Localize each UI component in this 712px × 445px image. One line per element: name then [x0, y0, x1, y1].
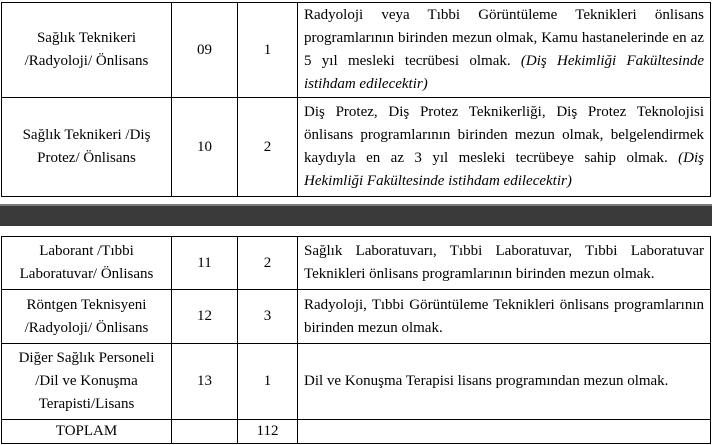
page-break-band: [0, 204, 712, 226]
table-row: [2, 344, 711, 420]
position-line: Diğer Sağlık Personeli: [18, 350, 155, 366]
requirement-note: (Diş Hekimliği Fakültesinde istihdam edilecektir): [304, 53, 704, 92]
code-cell: 11: [172, 237, 238, 290]
positions-table-top: [1, 2, 711, 197]
position-line: Terapisti/Lisans: [38, 396, 135, 412]
positions-table-bottom: [1, 236, 711, 444]
count-cell: 1: [238, 3, 298, 98]
requirement-cell: [298, 98, 711, 197]
code-cell: 13: [172, 344, 238, 420]
table-row: [2, 98, 711, 197]
position-line: /Radyoloji/ Önlisans: [24, 319, 149, 336]
count-cell: 1: [238, 344, 298, 420]
requirement-text: Radyoloji veya Tıbbi Görüntüleme Teknikleri önlisans programlarının birinden mezun olmak, Kamu hastanelerinde en az 5 yıl mesleki tecrübesi olmak.: [304, 7, 704, 69]
total-requirement-cell: [298, 420, 711, 444]
requirement-cell: Sağlık Laboratuvarı, Tıbbi Laboratuvar, Tıbbi Laboratuvar Teknikleri önlisans programlarının birinden mezun olmak.: [298, 237, 711, 290]
total-row: [2, 420, 711, 444]
total-count: 112: [238, 420, 298, 444]
code-cell: 10: [172, 98, 238, 197]
position-cell: [2, 344, 172, 420]
position-line: Protez/ Önlisans: [37, 150, 136, 166]
position-line: Laborant /Tıbbi: [39, 243, 134, 259]
count-cell: 3: [238, 290, 298, 344]
position-cell: [2, 98, 172, 197]
position-line: Sağlık Teknikeri /Diş: [22, 127, 151, 143]
position-cell: [2, 237, 172, 290]
code-cell: 12: [172, 290, 238, 344]
position-line: /Dil ve Konuşma: [35, 373, 138, 389]
requirement-cell: Radyoloji, Tıbbi Görüntüleme Teknikleri önlisans programlarının birinden mezun olmak.: [298, 290, 711, 344]
position-line: Laboratuvar/ Önlisans: [19, 266, 154, 282]
position-line: Sağlık Teknikeri: [36, 30, 137, 46]
position-line: /Radyoloji/ Önlisans: [24, 53, 149, 69]
count-cell: 2: [238, 98, 298, 197]
count-cell: 2: [238, 237, 298, 290]
code-cell: 09: [172, 3, 238, 98]
requirement-cell: [298, 3, 711, 98]
requirement-note: (Diş Hekimliği Fakültesinde istihdam edilecektir): [304, 150, 705, 189]
band-edge: [0, 204, 712, 206]
total-code-cell: [172, 420, 238, 444]
table-row: [2, 290, 711, 344]
table-row: [2, 3, 711, 98]
position-cell: [2, 3, 172, 98]
position-line: Röntgen Teknisyeni: [26, 296, 147, 313]
total-label: TOPLAM: [2, 420, 172, 444]
requirement-cell: Dil ve Konuşma Terapisi lisans programından mezun olmak.: [298, 344, 711, 420]
position-cell: [2, 290, 172, 344]
requirement-text: Diş Protez, Diş Protez Teknikerliği, Diş Protez Teknolojisi önlisans programlarının birinden mezun olmak, belgelendirmek kaydıyla en az 3 yıl mesleki tecrübeye sahip olmak.: [304, 104, 704, 166]
table-row: [2, 237, 711, 290]
